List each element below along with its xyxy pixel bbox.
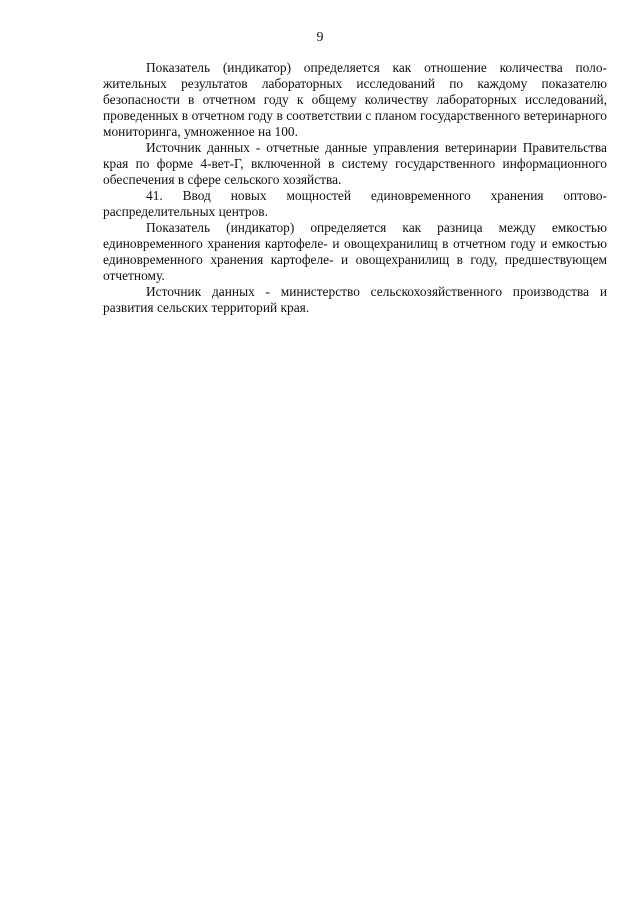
paragraph-data-source-veterinary: Источник данных - отчетные данные управления ветеринарии Правительства края по форме 4-вет-Г, включенной в систему государственного информационного обеспечения в сфере сельского хозяйства. <box>103 140 607 187</box>
paragraph-data-source-ministry: Источник данных - министерство сельскохозяйственного производства и развития сельских территорий края. <box>103 284 607 315</box>
paragraph-indicator-lab-results: Показатель (индикатор) определяется как отношение количества положительных результатов лабораторных исследований по каждому показателю безопасности в отчетном году к общему количеству лабораторных исследований, проведенных в отчетном году в соответствии с планом государственного ветеринарного мониторинга, умноженное на 100. <box>103 60 607 139</box>
page-number: 9 <box>316 30 324 45</box>
paragraph-item-41-heading: 41. Ввод новых мощностей единовременного хранения оптово-распределительных центров. <box>103 188 607 219</box>
paragraph-indicator-storage-capacity: Показатель (индикатор) определяется как разница между емкостью единовременного хранения картофеле- и овощехранилищ в отчетном году и емкостью единовременного хранения картофеле- и овощехранилищ в году, предшествующем отчетному. <box>103 220 607 283</box>
document-body <box>103 60 607 316</box>
